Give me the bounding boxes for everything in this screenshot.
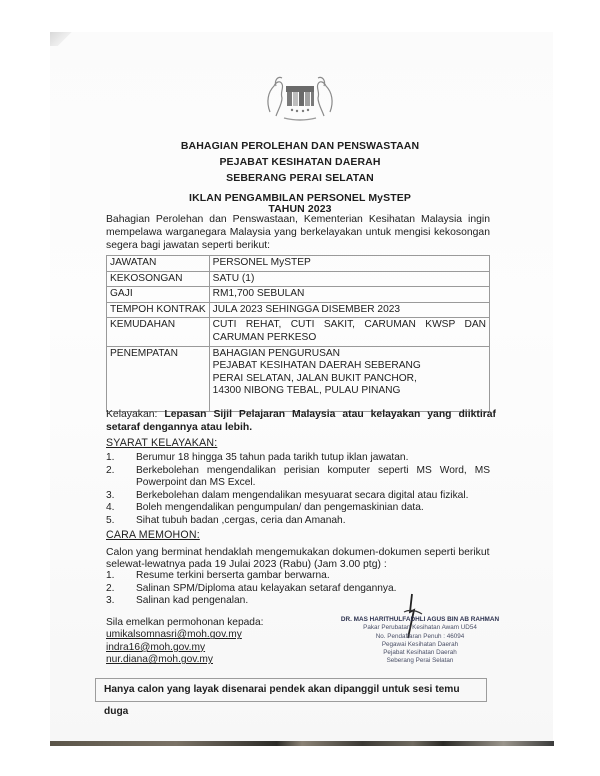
item-number: 1. <box>106 452 115 463</box>
placement-line: PEJABAT KESIHATAN DAERAH SEBERANG <box>212 360 421 372</box>
item-text: Boleh mengendalikan pengumpulan/ dan pengemaskinian data. <box>136 502 424 513</box>
list-item <box>106 570 490 583</box>
item-text: Berkebolehan mengendalikan perisian komputer seperti MS Word, MS Powerpoint dan MS Excel. <box>136 464 490 488</box>
stamp-line: No. Pendaftaran Penuh : 46094 <box>375 632 465 640</box>
qualification-paragraph <box>106 408 496 434</box>
item-number: 1. <box>106 570 115 581</box>
intro-text-end: segera bagi jawatan seperti berikut: <box>106 240 271 251</box>
intro-paragraph <box>106 213 490 252</box>
table-row <box>107 318 490 346</box>
item-text: Berumur 18 hingga 35 tahun pada tarikh tutup iklan jawatan. <box>136 452 409 463</box>
row-value: RM1,700 SEBULAN <box>209 287 489 303</box>
row-label: TEMPOH KONTRAK <box>107 302 210 318</box>
row-value: SATU (1) <box>209 271 489 287</box>
list-item <box>106 502 490 515</box>
application-intro-line2: selewat-lewatnya pada 19 Julai 2023 (Rabu) (Jam 3.00 ptg) : <box>106 559 387 570</box>
department-heading: BAHAGIAN PEROLEHAN DAN PENSWASTAAN <box>180 140 420 152</box>
list-item <box>106 465 490 490</box>
table-row <box>107 271 490 287</box>
row-label: JAWATAN <box>107 256 210 272</box>
row-value: JULA 2023 SEHINGGA DISEMBER 2023 <box>209 302 489 318</box>
item-number: 2. <box>106 582 115 594</box>
item-number: 3. <box>106 489 115 501</box>
item-text: Salinan SPM/Diploma atau kelayakan setaraf dengannya. <box>136 582 397 594</box>
placement-line: PERAI SELATAN, JALAN BUKIT PANCHOR, <box>212 372 417 384</box>
item-text: Berkebolehan dalam mengendalikan mesyuarat secara digital atau fizikal. <box>136 489 469 501</box>
email-link[interactable]: nur.diana@moh.gov.my <box>106 654 213 666</box>
stamp-line: Pegawai Kesihatan Daerah <box>381 640 459 648</box>
list-item <box>106 595 490 608</box>
qualification-label: Kelayakan: <box>106 409 158 420</box>
advert-year: TAHUN 2023 <box>268 203 332 215</box>
list-item <box>106 490 490 503</box>
stamp-line: Pakar Perubatan Kesihatan Awam UD54 <box>363 624 477 632</box>
district-heading: SEBERANG PERAI SELATAN <box>226 172 374 184</box>
coat-of-arms-icon <box>262 72 338 124</box>
row-label: KEKOSONGAN <box>107 271 210 287</box>
stamp-line: Pejabat Kesihatan Daerah <box>383 649 457 657</box>
requirements-list <box>106 452 490 527</box>
application-intro-line1: Calon yang berminat hendaklah mengemukakan dokumen-dokumen seperti berikut <box>106 547 490 558</box>
advert-title: IKLAN PENGAMBILAN PERSONEL MySTEP <box>189 192 411 204</box>
item-number: 5. <box>106 514 115 526</box>
list-item <box>106 583 490 596</box>
email-link[interactable]: umikalsomnasri@moh.gov.my <box>106 629 242 641</box>
qualification-text: Lepasan Sijil Pelajaran Malaysia atau kelayakan yang diiktiraf setaraf dengannya atau lebih. <box>106 409 496 433</box>
table-row <box>107 256 490 272</box>
shortlist-notice: Hanya calon yang layak disenarai pendek akan dipanggil untuk sesi temu duga <box>95 678 487 702</box>
list-item <box>106 452 490 465</box>
row-label: PENEMPATAN <box>107 346 210 411</box>
stamp-name: DR. MAS HARITHULFADHLI AGUS BIN AB RAHMAN <box>340 616 500 623</box>
requirements-heading: SYARAT KELAYAKAN: <box>106 437 218 449</box>
office-heading: PEJABAT KESIHATAN DAERAH <box>219 156 381 168</box>
item-text: Resume terkini berserta gambar berwarna. <box>136 570 330 581</box>
table-row <box>107 346 490 411</box>
table-row <box>107 287 490 303</box>
contact-label: Sila emelkan permohonan kepada: <box>106 617 264 628</box>
placement-line: BAHAGIAN PENGURUSAN <box>212 347 341 359</box>
item-number: 4. <box>106 502 115 513</box>
row-value: CUTI REHAT, CUTI SAKIT, CARUMAN KWSP DAN CARUMAN PERKESO <box>209 318 489 346</box>
item-text: Salinan kad pengenalan. <box>136 595 249 606</box>
row-label: GAJI <box>107 287 210 303</box>
stamp-line: Seberang Perai Selatan <box>386 657 454 665</box>
item-number: 3. <box>106 595 115 606</box>
placement-line: 14300 NIBONG TEBAL, PULAU PINANG <box>212 385 401 397</box>
application-heading: CARA MEMOHON: <box>106 529 200 541</box>
official-stamp <box>340 616 500 666</box>
row-value: PERSONEL MySTEP <box>209 256 489 272</box>
contact-section <box>106 617 263 667</box>
item-text: Sihat tubuh badan ,cergas, ceria dan Amanah. <box>136 514 346 526</box>
list-item <box>106 515 490 528</box>
item-number: 2. <box>106 464 115 476</box>
row-label: KEMUDAHAN <box>107 318 210 346</box>
job-details-table <box>106 255 490 412</box>
row-value-placement <box>209 346 489 411</box>
table-row <box>107 302 490 318</box>
intro-text-main: Bahagian Perolehan dan Penswastaan, Kementerian Kesihatan Malaysia ingin mempelawa warganegara Malaysia yang berkelayakan untuk mengisi kekosongan <box>106 214 490 238</box>
email-link[interactable]: indra16@moh.gov.my <box>106 641 206 653</box>
documents-list <box>106 570 490 608</box>
page-fold-corner <box>50 32 72 46</box>
page-bottom-shadow <box>50 741 554 746</box>
